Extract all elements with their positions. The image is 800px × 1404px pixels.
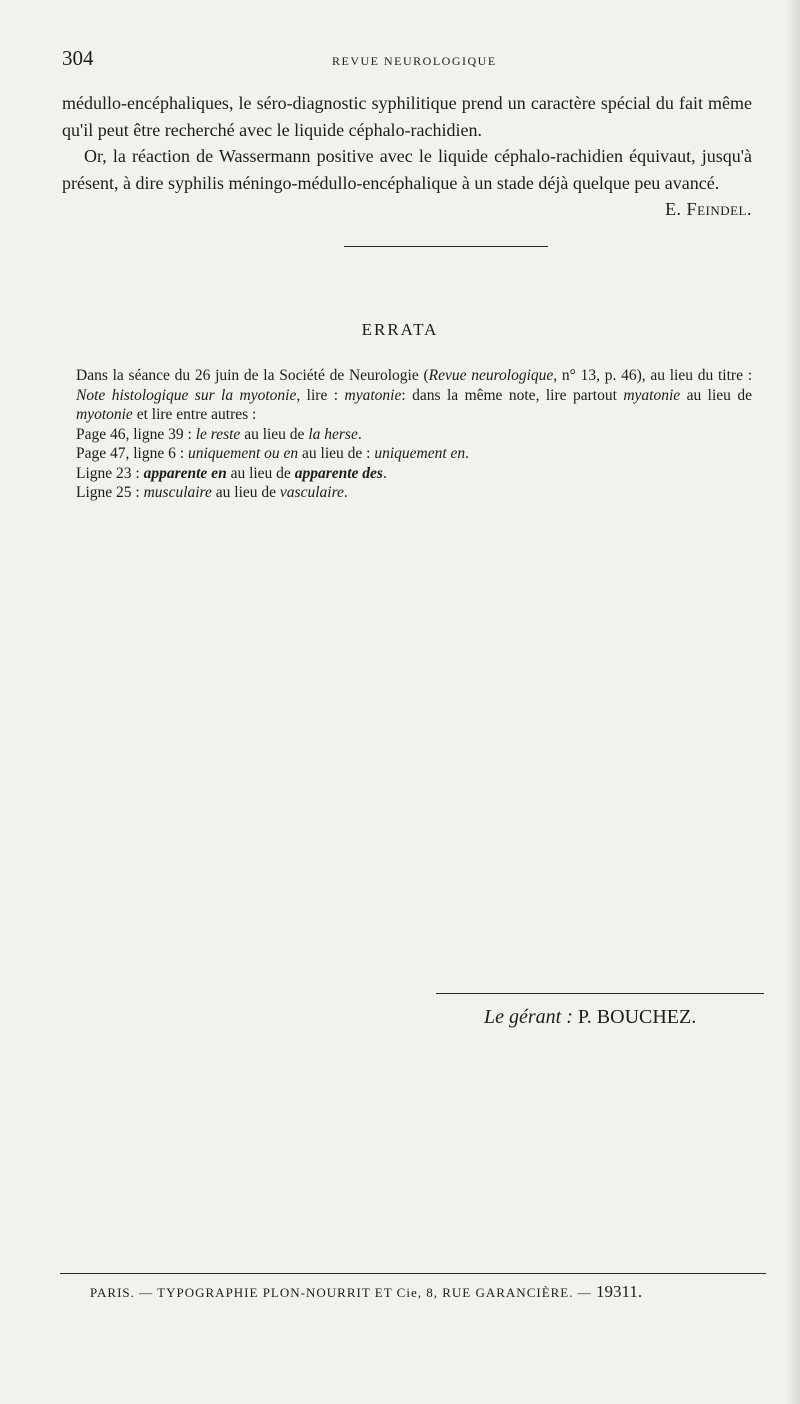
paragraph-2-text: Or, la réaction de Wassermann positive avec le liquide céphalo-rachidien équivaut, jusqu'à présent, à dire syphilis méningo-médullo-encéphalique à un stade déjà quelque peu avancé.: [62, 146, 752, 193]
correct-term: musculaire: [143, 484, 212, 501]
errata-item-ref: Page 47, ligne 6 :: [76, 445, 188, 462]
errata-item-ref: Ligne 23 :: [76, 464, 144, 482]
wrong-title: Note histologique sur la myotonie: [76, 386, 297, 404]
errata-intro-part: Dans la séance du 26 juin de la Société de Neurologie (: [76, 367, 429, 384]
errata-item-mid: au lieu de :: [298, 445, 375, 462]
errata-item-mid: au lieu de: [226, 464, 295, 482]
page-header: [62, 46, 752, 76]
running-head: REVUE NEUROLOGIQUE: [332, 54, 497, 68]
errata-item: [76, 425, 752, 445]
errata-intro-part: et lire entre autres :: [132, 406, 257, 423]
imprint-number: 19311.: [596, 1282, 643, 1301]
paragraph-1: médullo-encéphaliques, le séro-diagnostic syphilitique prend un caractère spécial du fait même qu'il peut être recherché avec le liquide céphalo-rachidien.: [62, 93, 752, 140]
journal-name: Revue neurologique: [428, 367, 554, 384]
correct-term: myatonie: [623, 386, 681, 404]
manager-label: Le gérant :: [484, 1006, 573, 1028]
errata-intro-part: , lire :: [296, 386, 345, 404]
manager-signature: [484, 1006, 754, 1029]
correct-term: le reste: [195, 425, 241, 443]
author-signature: E. Feindel.: [665, 199, 752, 219]
errata-intro-part: , n° 13, p. 46), au lieu du titre :: [553, 367, 752, 384]
errata-title: ERRATA: [361, 320, 439, 339]
errata-item-ref: Ligne 25 :: [76, 484, 144, 501]
errata-item: [76, 483, 752, 503]
errata-intro: [76, 366, 752, 425]
wrong-term: la herse: [308, 425, 358, 443]
errata-item-end: .: [382, 464, 387, 482]
printer-imprint: [90, 1282, 770, 1302]
page-edge-shadow: [786, 0, 800, 1404]
errata-item-ref: Page 46, ligne 39 :: [76, 425, 196, 443]
correct-term: apparente en: [143, 464, 227, 482]
correct-term: myatonie: [344, 386, 402, 404]
errata-intro-part: au lieu de: [680, 386, 752, 404]
errata-item-end: .: [465, 445, 470, 462]
errata-item-end: .: [357, 425, 362, 443]
wrong-term: myotonie: [76, 406, 133, 423]
page-number: 304: [62, 46, 94, 70]
errata-intro-part: : dans la même note, lire partout: [401, 386, 624, 404]
errata-item-mid: au lieu de: [240, 425, 309, 443]
errata-item-mid: au lieu de: [211, 484, 280, 501]
errata-item: [76, 444, 752, 464]
errata-item-end: .: [343, 484, 348, 501]
section-divider: [344, 246, 548, 247]
imprint-text: PARIS. — TYPOGRAPHIE PLON-NOURRIT ET Cie, 8, RUE GARANCIÈRE. —: [90, 1285, 592, 1300]
correct-term: uniquement ou en: [187, 445, 299, 462]
signature-rule: [436, 993, 764, 994]
errata-block: [76, 366, 752, 503]
paragraph-2: [62, 143, 752, 219]
wrong-term: uniquement en: [374, 445, 466, 462]
manager-name: P. BOUCHEZ.: [577, 1006, 697, 1028]
body-text: [62, 90, 752, 223]
wrong-term: vasculaire: [279, 484, 344, 501]
wrong-term: apparente des: [294, 464, 383, 482]
footer-rule: [60, 1273, 766, 1274]
errata-item: [76, 464, 752, 484]
